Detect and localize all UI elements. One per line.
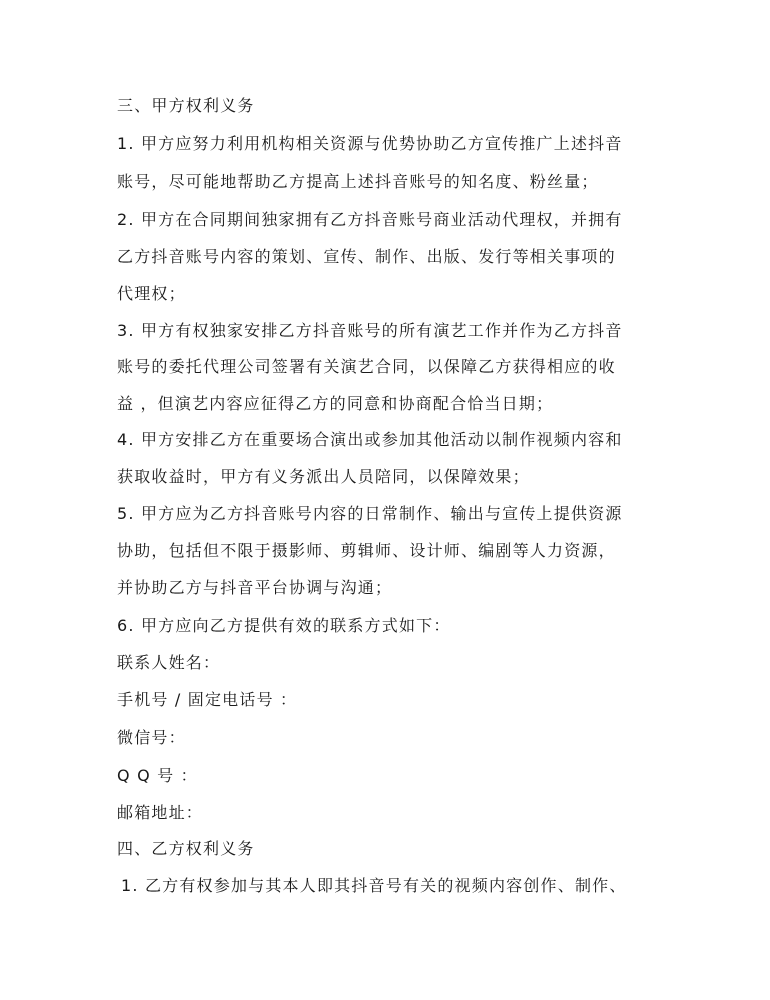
- clause-3-line-3: 益 ，但演艺内容应征得乙方的同意和协商配合恰当日期；: [117, 394, 554, 413]
- section-4-clause-1-line-1: 1. 乙方有权参加与其本人即其抖音号有关的视频内容创作、制作、: [121, 876, 627, 895]
- clause-2-line-3: 代理权；: [117, 284, 186, 303]
- clause-2-line-1: 2. 甲方在合同期间独家拥有乙方抖音账号商业活动代理权，并拥有: [117, 210, 623, 229]
- contact-qq-label: Q Q 号 ：: [117, 766, 198, 785]
- clause-5-line-2: 协助，包括但不限于摄影师、剪辑师、设计师、编剧等人力资源，: [117, 541, 616, 560]
- clause-5-line-3: 并协助乙方与抖音平台协调与沟通；: [117, 578, 393, 597]
- clause-3-line-2: 账号的委托代理公司签署有关演艺合同，以保障乙方获得相应的收: [117, 357, 616, 376]
- clause-5-line-1: 5. 甲方应为乙方抖音账号内容的日常制作、输出与宣传上提供资源: [117, 504, 623, 523]
- contact-name-label: 联系人姓名：: [117, 653, 221, 672]
- clause-4-line-1: 4. 甲方安排乙方在重要场合演出或参加其他活动以制作视频内容和: [117, 430, 623, 449]
- clause-6-line-1: 6. 甲方应向乙方提供有效的联系方式如下：: [117, 616, 451, 635]
- clause-1-line-1: 1. 甲方应努力利用机构相关资源与优势协助乙方宣传推广上述抖音: [117, 134, 623, 153]
- contact-email-label: 邮箱地址：: [117, 803, 204, 822]
- contact-phone-label: 手机号 / 固定电话号 ：: [117, 690, 298, 709]
- contact-wechat-label: 微信号：: [117, 728, 186, 747]
- clause-4-line-2: 获取收益时，甲方有义务派出人员陪同，以保障效果；: [117, 467, 530, 486]
- section-heading-3: 三、甲方权利义务: [117, 96, 255, 115]
- section-heading-4: 四、乙方权利义务: [117, 839, 255, 858]
- clause-2-line-2: 乙方抖音账号内容的策划、宣传、制作、出版、发行等相关事项的: [117, 247, 616, 266]
- clause-1-line-2: 账号，尽可能地帮助乙方提高上述抖音账号的知名度、粉丝量；: [117, 172, 599, 191]
- clause-3-line-1: 3. 甲方有权独家安排乙方抖音账号的所有演艺工作并作为乙方抖音: [117, 321, 623, 340]
